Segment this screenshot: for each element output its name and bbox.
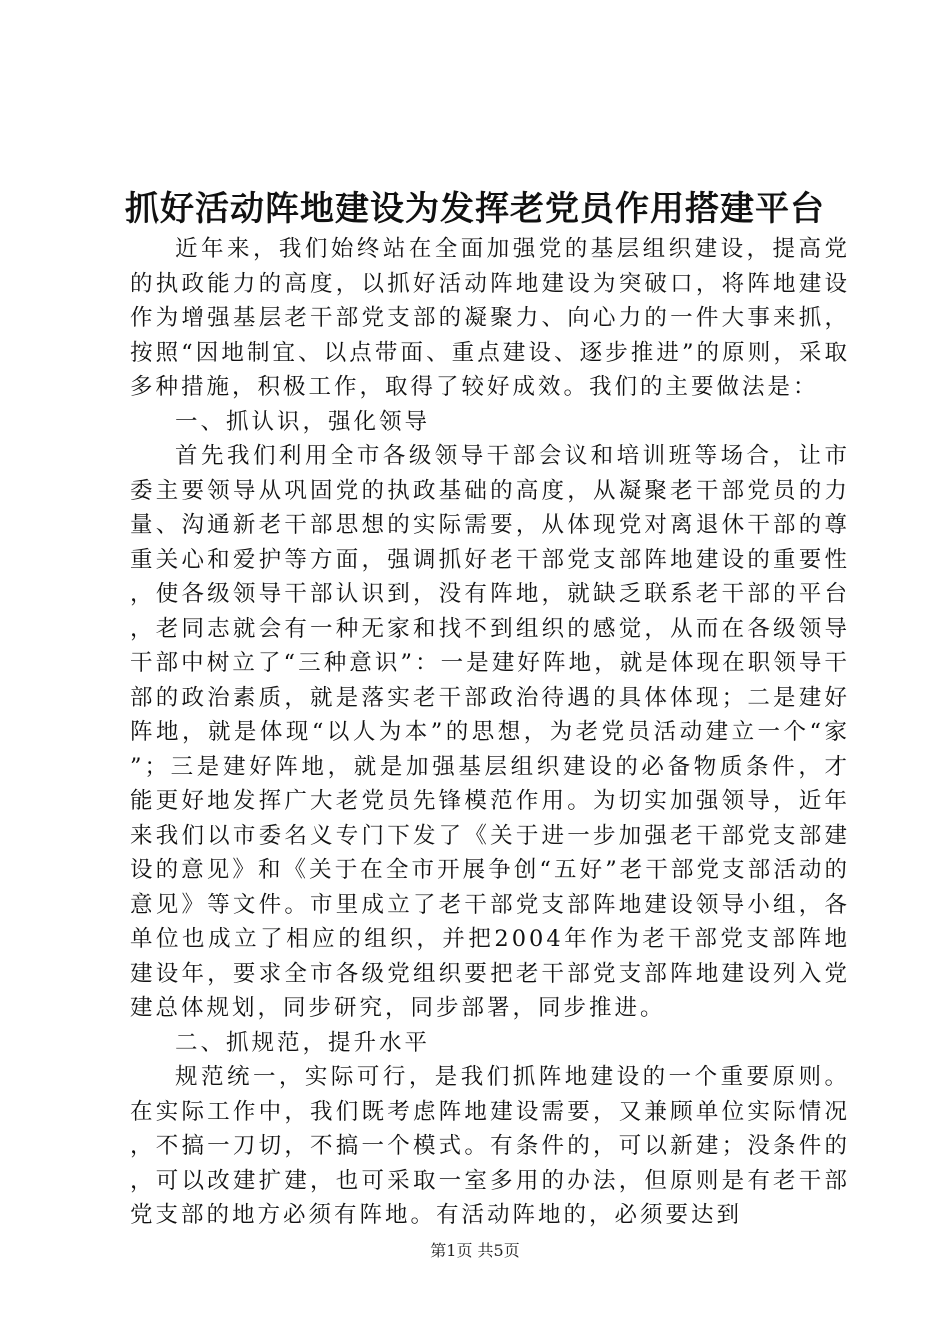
page-footer: 第1页 共5页 bbox=[430, 1241, 520, 1260]
section-1-paragraph: 首先我们利用全市各级领导干部会议和培训班等场合，让市委主要领导从巩固党的执政基础的高度，从凝聚老干部党员的力量、沟通新老干部思想的实际需要，从体现党对离退休干部的尊重关心和爱护等方面，强调抓好老干部党支部阵地建设的重要性，使各级领导干部认识到，没有阵地，就缺乏联系老干部的平台，老同志就会有一种无家和找不到组织的感觉，从而在各级领导干部中树立了“三种意识”：一是建好阵地，就是体现在职领导干部的政治素质，就是落实老干部政治待遇的具体体现；二是建好阵地，就是体现“以人为本”的思想，为老党员活动建立一个“家”；三是建好阵地，就是加强基层组织建设的必备物质条件，才能更好地发挥广大老党员先锋模范作用。为切实加强领导，近年来我们以市委名义专门下发了《关于进一步加强老干部党支部建设的意见》和《关于在全市开展争创“五好”老干部党支部活动的意见》等文件。市里成立了老干部党支部阵地建设领导小组，各单位也成立了相应的组织，并把2004年作为老干部党支部阵地建设年，要求全市各级党组织要把老干部党支部阵地建设列入党建总体规划，同步研究，同步部署，同步推进。 bbox=[130, 443, 850, 1021]
document-title: 抓好活动阵地建设为发挥老党员作用搭建平台 bbox=[125, 189, 825, 229]
section-heading-2: 二、抓规范，提升水平 bbox=[175, 1029, 431, 1056]
document-body bbox=[130, 232, 850, 1233]
section-2-paragraph: 规范统一，实际可行，是我们抓阵地建设的一个重要原则。在实际工作中，我们既考虑阵地建设需要，又兼顾单位实际情况，不搞一刀切，不搞一个模式。有条件的，可以新建；没条件的，可以改建扩建，也可采取一室多用的办法，但原则是有老干部党支部的地方必须有阵地。有活动阵地的，必须要达到 bbox=[130, 1064, 850, 1228]
intro-paragraph: 近年来，我们始终站在全面加强党的基层组织建设，提高党的执政能力的高度，以抓好活动阵地建设为突破口，将阵地建设作为增强基层老干部党支部的凝聚力、向心力的一件大事来抓，按照“因地制宜、以点带面、重点建设、逐步推进”的原则，采取多种措施，积极工作，取得了较好成效。我们的主要做法是： bbox=[130, 236, 850, 400]
section-heading-1: 一、抓认识，强化领导 bbox=[175, 408, 431, 435]
